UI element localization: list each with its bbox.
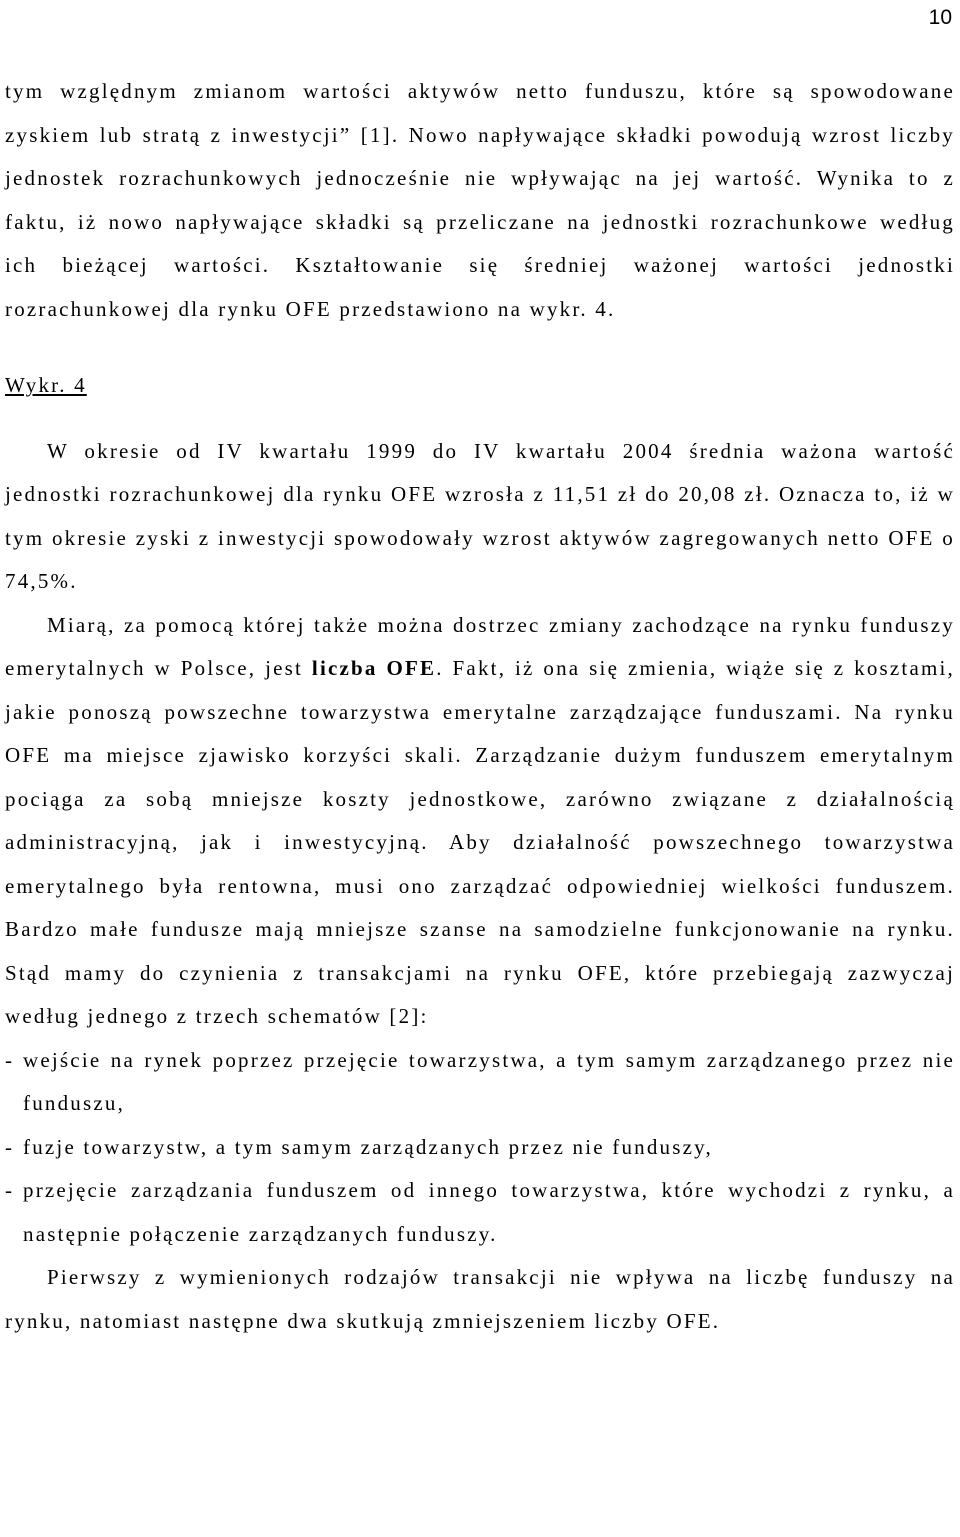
dash-bullet: - [5, 1178, 15, 1202]
paragraph-unit-value: W okresie od IV kwartału 1999 do IV kwartału 2004 średnia ważona wartość jednostki rozrachunkowej dla rynku OFE wzrosła z 11,51 zł do 20,08 zł. Oznacza to, iż w tym okresie zyski z inwestycji spowodowały wzrost aktywów zagregowanych netto OFE o 74,5%. [5, 438, 955, 593]
transaction-schemes-list [5, 1039, 955, 1257]
list-item [5, 1039, 955, 1126]
spacer [5, 331, 955, 364]
bold-term: liczba OFE [311, 656, 437, 680]
paragraph-fund-count [5, 604, 955, 1039]
list-item [5, 1169, 955, 1256]
paragraph-fund-count-text-before: Miarą, za pomocą której także można dostrzec zmiany zachodzące na rynku funduszy emerytalnych w Polsce, jest [5, 612, 955, 680]
paragraph-fund-count-text-after: . Fakt, iż ona się zmienia, wiąże się z kosztami, jakie ponoszą powszechne towarzystwa emerytalne zarządzające funduszami. Na rynku OFE ma miejsce zjawisko korzyści skali. Zarządzanie dużym funduszem emerytalnym pociąga za sobą mniejsze koszty jednostkowe, zarówno związane z działalnością administracyjną, jak i inwestycyjną. Aby działalność powszechnego towarzystwa emerytalnego była rentowna, musi ono zarządzać odpowiedniej wielkości funduszem. Bardzo małe fundusze mają mniejsze szanse na samodzielne funkcjonowanie na rynku. Stąd mamy do czynienia z transakcjami na rynku OFE, które przebiegają zazwyczaj według jednego z trzech schematów [2]: [5, 656, 955, 1028]
figure-reference: Wykr. 4 [5, 373, 87, 397]
list-item-text: wejście na rynek poprzez przejęcie towarzystwa, a tym samym zarządzanego przez nie funduszu, [23, 1047, 955, 1115]
document-body [5, 70, 955, 1343]
dash-bullet: - [5, 1134, 15, 1159]
spacer [5, 408, 955, 430]
list-item-text: przejęcie zarządzania funduszem od innego towarzystwa, które wychodzi z rynku, a następnie połączenie zarządzanych funduszy. [23, 1178, 955, 1246]
paragraph-conclusion: Pierwszy z wymienionych rodzajów transakcji nie wpływa na liczbę funduszy na rynku, natomiast następne dwa skutkują zmniejszeniem liczby OFE. [5, 1265, 955, 1333]
list-item [5, 1126, 955, 1170]
list-item-text: fuzje towarzystw, a tym samym zarządzanych przez nie funduszy, [23, 1134, 713, 1159]
dash-bullet: - [5, 1047, 15, 1072]
page-number: 10 [928, 6, 952, 29]
paragraph-intro: tym względnym zmianom wartości aktywów netto funduszu, które są spowodowane zyskiem lub stratą z inwestycji” [1]. Nowo napływające składki powodują wzrost liczby jednostek rozrachunkowych jednocześnie nie wpływając na jej wartość. Wynika to z faktu, iż nowo napływające składki są przeliczane na jednostki rozrachunkowe według ich bieżącej wartości. Kształtowanie się średniej ważonej wartości jednostki rozrachunkowej dla rynku OFE przedstawiono na wykr. 4. [5, 79, 955, 321]
